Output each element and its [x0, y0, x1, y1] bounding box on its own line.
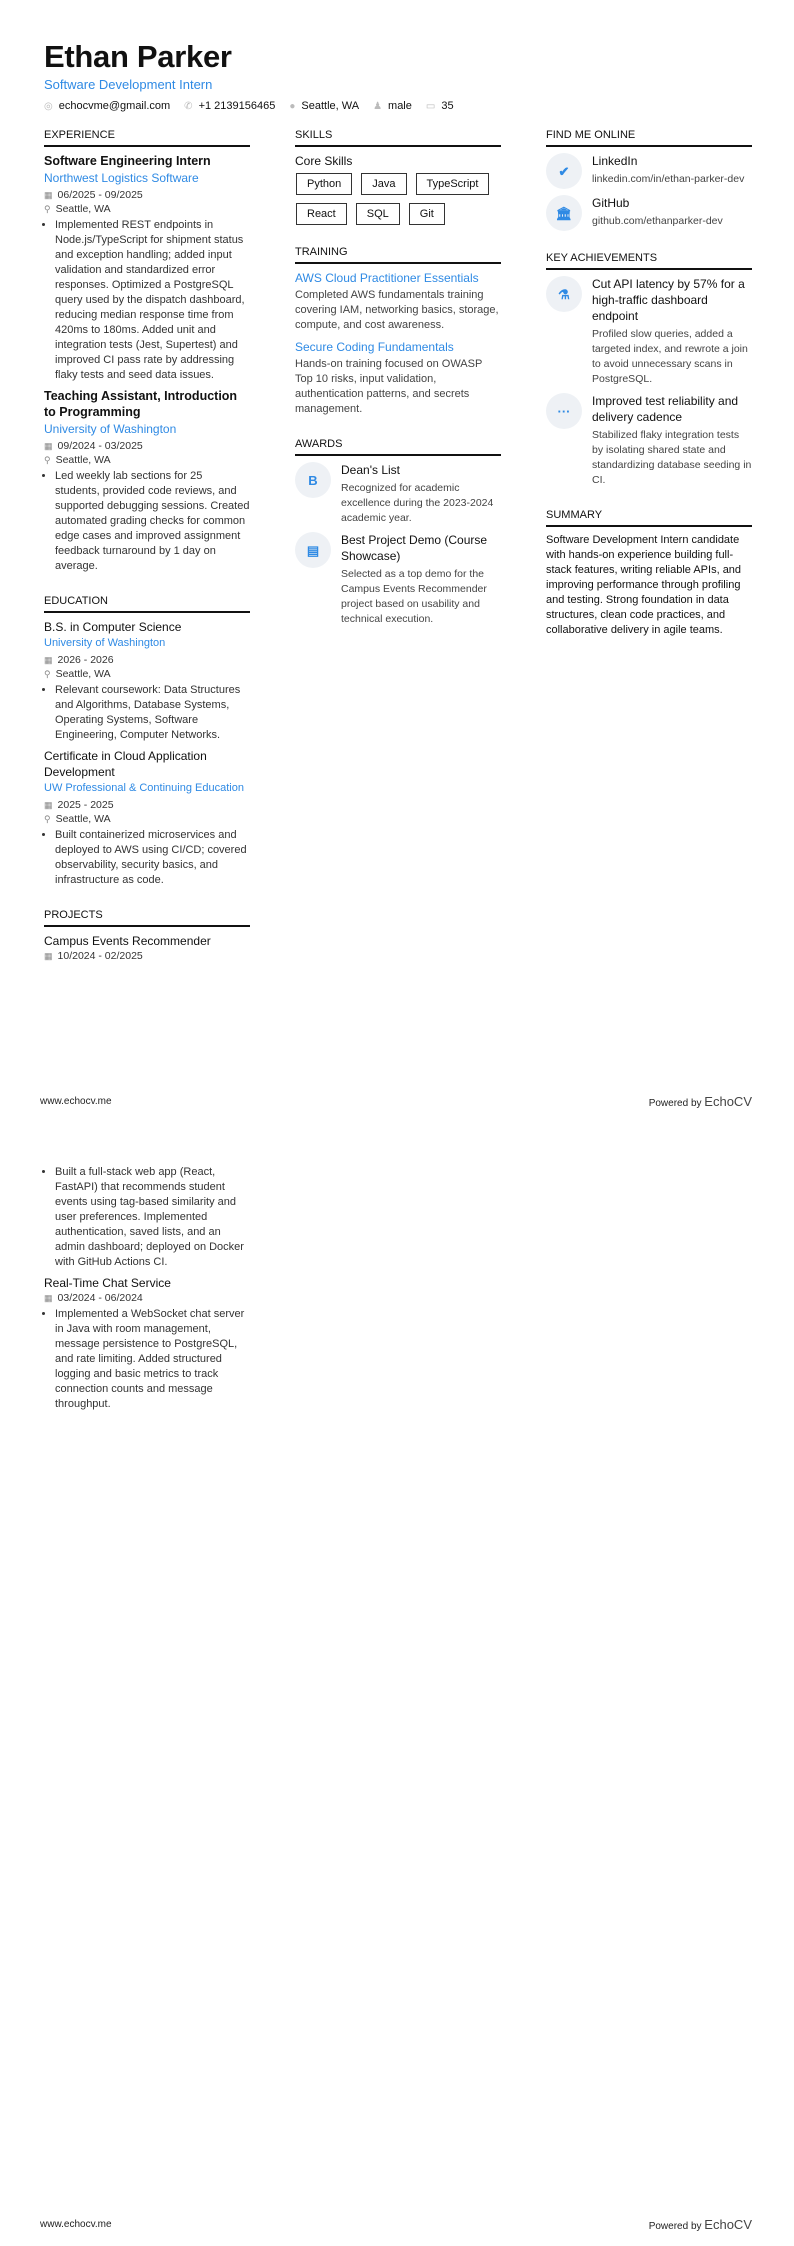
- phone-icon: ✆: [184, 101, 193, 112]
- calendar-icon: ▦: [44, 800, 53, 810]
- profile-name: LinkedIn: [592, 154, 638, 168]
- skills-section: [295, 128, 501, 225]
- achievement-title: Cut API latency by 57% for a high-traffic dashboard endpoint: [592, 277, 745, 323]
- training-title: AWS Cloud Practitioner Essentials: [295, 271, 479, 285]
- achievements-section: [546, 251, 752, 488]
- job-title: Teaching Assistant, Introduction to Programming: [44, 389, 238, 419]
- resume-header: [44, 40, 454, 114]
- online-section: [546, 128, 752, 231]
- job-title: Software Engineering Intern: [44, 154, 211, 168]
- bullet: • Led weekly lab sections for 25 students, provided code reviews, and supported debugging sessions. Created automated grading checks for common edge cases and improved assignment feedback turnaround by 1 day on average.: [55, 469, 250, 574]
- dates: 10/2024 - 02/2025: [57, 950, 143, 962]
- education-item: [44, 619, 250, 743]
- skill-tag: TypeScript: [416, 173, 490, 195]
- location: Seattle, WA: [55, 454, 111, 466]
- right-column: [546, 128, 752, 983]
- section-heading: TRAINING: [295, 245, 501, 264]
- email[interactable]: echocvme@gmail.com: [58, 100, 171, 112]
- brand[interactable]: EchoCV: [704, 1094, 752, 1109]
- location: Seattle, WA: [55, 668, 111, 680]
- school: UW Professional & Continuing Education: [44, 782, 244, 794]
- email-icon: ◎: [44, 101, 53, 112]
- powered-by: Powered by: [648, 1098, 702, 1109]
- location-icon: ⚲: [44, 669, 51, 679]
- phone[interactable]: +1 2139156465: [198, 100, 276, 112]
- achievement-item: [546, 276, 752, 387]
- section-heading: EDUCATION: [44, 594, 250, 613]
- training-title: Secure Coding Fundamentals: [295, 340, 454, 354]
- left-column: [44, 128, 250, 983]
- flask-icon: ⚗: [546, 276, 582, 312]
- profile-name: GitHub: [592, 196, 630, 210]
- location: Seattle, WA: [301, 100, 360, 112]
- footer: [40, 2217, 752, 2234]
- online-item: [546, 153, 752, 189]
- skill-tag: Java: [361, 173, 406, 195]
- summary-section: [546, 508, 752, 638]
- more-dots-icon: ···: [546, 393, 582, 429]
- powered-by: Powered by: [648, 2221, 702, 2232]
- skill-tag: React: [296, 203, 347, 225]
- verified-check-icon: ✔: [546, 153, 582, 189]
- experience-section: [44, 128, 250, 574]
- candidate-role: Software Development Intern: [44, 77, 213, 92]
- calendar-icon: ▦: [44, 441, 53, 451]
- age: 35: [441, 100, 454, 112]
- company: University of Washington: [44, 422, 177, 436]
- award-desc: Recognized for academic excellence during the 2023-2024 academic year.: [341, 482, 494, 524]
- achievement-desc: Stabilized flaky integration tests by isolating shared state and standardizing database seeding in CI.: [592, 429, 752, 486]
- projects-continued: [44, 1165, 250, 1417]
- section-heading: EXPERIENCE: [44, 128, 250, 147]
- skill-tag: Git: [409, 203, 445, 225]
- dates: 06/2025 - 09/2025: [57, 189, 143, 201]
- section-heading: FIND ME ONLINE: [546, 128, 752, 147]
- skill-tag: SQL: [356, 203, 400, 225]
- experience-item: [44, 153, 250, 383]
- training-desc: Completed AWS fundamentals training covering IAM, networking basics, storage, compute, and cost awareness.: [295, 289, 499, 331]
- achievement-title: Improved test reliability and delivery cadence: [592, 394, 739, 424]
- degree: B.S. in Computer Science: [44, 620, 182, 634]
- online-item: [546, 195, 752, 231]
- company: Northwest Logistics Software: [44, 171, 199, 185]
- footer-site[interactable]: www.echocv.me: [40, 2219, 112, 2230]
- location: Seattle, WA: [55, 813, 111, 825]
- achievement-desc: Profiled slow queries, added a targeted index, and rewrote a join to avoid unnecessary scans in PostgreSQL.: [592, 328, 748, 385]
- bullet: • Implemented REST endpoints in Node.js/TypeScript for shipment status and exception handling; added input validation and standardized error responses. Optimized a PostgreSQL query used by the dispatch dashboard, reducing median response time from 420ms to 180ms. Added unit and integration tests (Jest, Supertest) and improved CI pass rate by addressing flaky tests and seed data issues.: [55, 218, 250, 383]
- bullet: • Built containerized microservices and deployed to AWS using CI/CD; covered observability, security basics, and infrastructure as code.: [55, 828, 250, 888]
- section-heading: SKILLS: [295, 128, 501, 147]
- skill-tag: Python: [296, 173, 352, 195]
- award-item: [295, 532, 501, 627]
- summary-text: Software Development Intern candidate with hands-on experience building full-stack features, writing reliable APIs, and improving performance through profiling and testing. Strong foundation in data structures, clean code practices, and collaborative delivery in agile teams.: [546, 534, 742, 636]
- calendar-icon: ▦: [44, 190, 53, 200]
- location: Seattle, WA: [55, 203, 111, 215]
- gender: male: [388, 100, 412, 112]
- section-heading: AWARDS: [295, 437, 501, 456]
- location-icon: ⚲: [44, 814, 51, 824]
- training-section: [295, 245, 501, 417]
- candidate-name: Ethan Parker: [44, 39, 232, 74]
- projects-section: [44, 908, 250, 963]
- degree: Certificate in Cloud Application Development: [44, 749, 207, 779]
- school: University of Washington: [44, 637, 166, 649]
- location-icon: ●: [289, 101, 296, 112]
- bullet: • Implemented a WebSocket chat server in Java with room management, message persistence to PostgreSQL, and rate limiting. Added structured logging and basic metrics to track connection counts and message throughput.: [55, 1307, 250, 1412]
- middle-column: [295, 128, 501, 983]
- calendar-icon: ▦: [44, 1293, 53, 1303]
- section-heading: PROJECTS: [44, 908, 250, 927]
- brand[interactable]: EchoCV: [704, 2217, 752, 2232]
- location-icon: ⚲: [44, 455, 51, 465]
- dates: 03/2024 - 06/2024: [57, 1292, 143, 1304]
- achievement-item: [546, 393, 752, 488]
- section-heading: KEY ACHIEVEMENTS: [546, 251, 752, 270]
- dates: 2026 - 2026: [57, 654, 114, 666]
- footer-site[interactable]: www.echocv.me: [40, 1096, 112, 1107]
- award-letter-icon: B: [295, 462, 331, 498]
- awards-section: [295, 437, 501, 627]
- award-item: [295, 462, 501, 526]
- project-title: Real-Time Chat Service: [44, 1276, 171, 1290]
- section-heading: SUMMARY: [546, 508, 752, 527]
- dates: 09/2024 - 03/2025: [57, 440, 143, 452]
- contact-row: [44, 99, 454, 114]
- award-desc: Selected as a top demo for the Campus Events Recommender project based on usability and technical execution.: [341, 568, 487, 625]
- page-2: [0, 1123, 794, 2246]
- person-icon: ♟: [373, 101, 383, 112]
- bullet: • Relevant coursework: Data Structures and Algorithms, Database Systems, Operating Systems, Software Engineering, Computer Networks.: [55, 683, 250, 743]
- award-title: Best Project Demo (Course Showcase): [341, 533, 488, 563]
- training-desc: Hands-on training focused on OWASP Top 10 risks, input validation, authentication patterns, and secrets management.: [295, 358, 483, 415]
- education-section: [44, 594, 250, 888]
- location-icon: ⚲: [44, 204, 51, 214]
- footer: [40, 1094, 752, 1111]
- experience-item: [44, 388, 250, 574]
- storefront-icon: ▤: [295, 532, 331, 568]
- calendar-icon: ▦: [44, 951, 53, 961]
- award-title: Dean's List: [341, 463, 400, 477]
- bank-icon: 🏛: [546, 195, 582, 231]
- calendar-icon: ▦: [44, 655, 53, 665]
- profile-url[interactable]: github.com/ethanparker-dev: [592, 215, 723, 227]
- education-item: [44, 748, 250, 888]
- calendar-icon: ▭: [425, 101, 436, 112]
- project-title: Campus Events Recommender: [44, 934, 211, 948]
- skill-group: Core Skills: [295, 154, 353, 168]
- dates: 2025 - 2025: [57, 799, 114, 811]
- profile-url[interactable]: linkedin.com/in/ethan-parker-dev: [592, 173, 745, 185]
- bullet: • Built a full-stack web app (React, FastAPI) that recommends student events using tag-based similarity and user preferences. Implemented authentication, saved lists, and an admin dashboard; deployed on Docker with GitHub Actions CI.: [55, 1165, 250, 1270]
